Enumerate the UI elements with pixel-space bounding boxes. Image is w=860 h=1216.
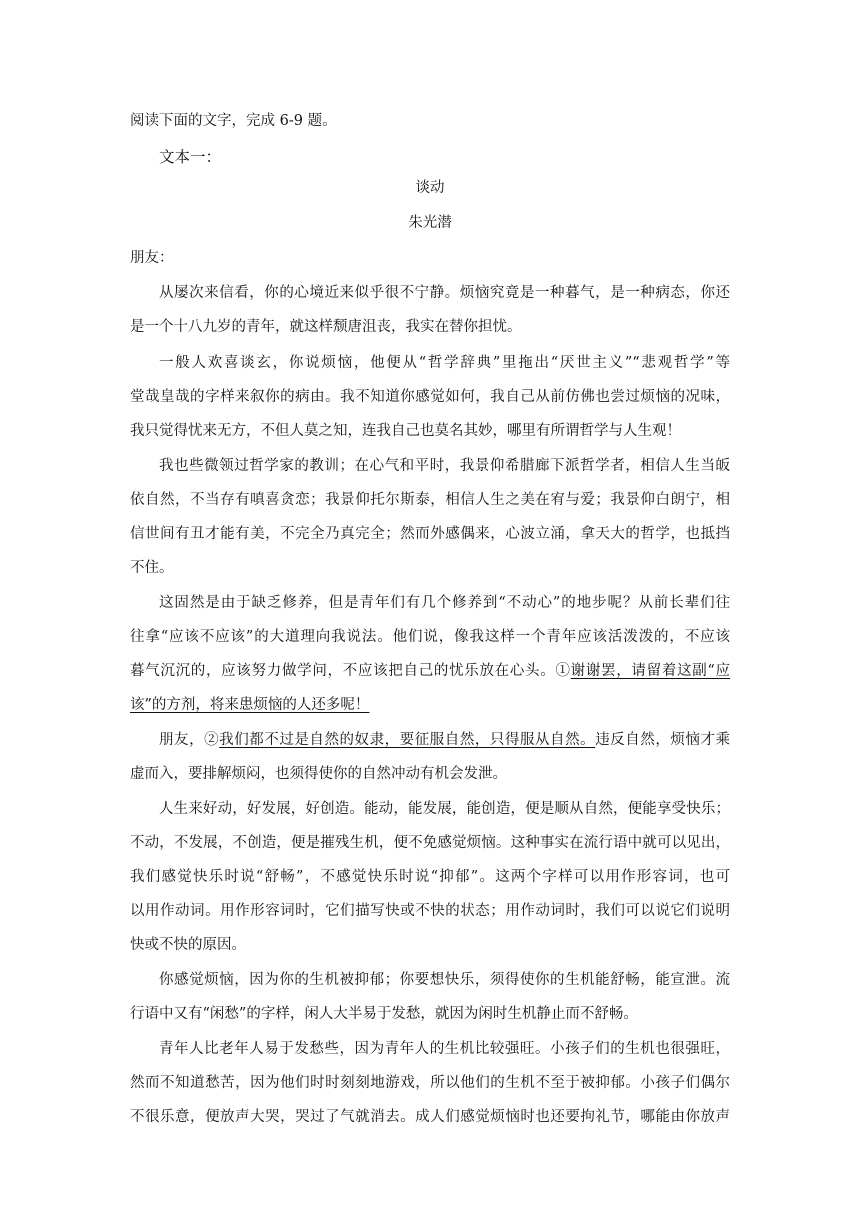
- paragraph-text: 暮气沉沉的，应该努力做学问，不应该把自己的忧乐放在心头。: [130, 663, 556, 679]
- paragraph-line: 不住。: [130, 560, 174, 576]
- paragraph-line: 行语中又有“闲愁”的字样，闲人大半易于发愁，就因为闲时生机静止而不舒畅。: [130, 1006, 638, 1022]
- paragraph-line: 以用作动词。用作形容词时，它们描写快或不快的状态；用作动词时，我们可以说它们说明: [130, 903, 730, 919]
- article-title: 谈动: [415, 180, 445, 196]
- paragraph-line: 堂哉皇哉的字样来叙你的病由。我不知道你感觉如何，我自己从前仿佛也尝过烦恼的况味，: [130, 389, 730, 405]
- paragraph-line: 我也些微领过哲学家的教训；在心气和平时，我景仰希腊廊下派哲学者，相信人生当皈: [159, 458, 730, 474]
- paragraph-line: 然而不知道愁苦，因为他们时时刻刻地游戏，所以他们的生机不至于被抑郁。小孩子们偶尔: [130, 1075, 730, 1091]
- instruction: 阅读下面的文字，完成 6-9 题。: [130, 113, 337, 129]
- underlined-sentence-1: 谢谢罢，请留着这副“应: [570, 663, 731, 679]
- paragraph-line: 虚而入，要排解烦闷，也须得使你的自然冲动有机会发泄。: [130, 766, 507, 782]
- author: 朱光潜: [408, 215, 452, 231]
- paragraph-line: 青年人比老年人易于发愁些，因为青年人的生机比较强旺。小孩子们的生机也很强旺，: [159, 1041, 730, 1057]
- paragraph-line: 一般人欢喜谈玄，你说烦恼，他便从“哲学辞典”里拖出“厌世主义”“悲观哲学”等: [159, 355, 730, 371]
- paragraph-line: 你感觉烦恼，因为你的生机被抑郁；你要想快乐，须得使你的生机能舒畅，能宣泄。流: [159, 972, 730, 988]
- marker-2: ②: [204, 732, 220, 748]
- paragraph-line: 人生来好动，好发展，好创造。能动，能发展，能创造，便是顺从自然，便能享受快乐；: [159, 801, 730, 817]
- underlined-sentence-1-cont: 该”的方剂，将来患烦恼的人还多呢！: [130, 697, 370, 713]
- paragraph-line: 不动，不发展，不创造，便是摧残生机，便不免感觉烦恼。这种事实在流行语中就可以见出，: [130, 835, 730, 851]
- paragraph-line: 依自然，不当存有嗔喜贪恋；我景仰托尔斯泰，相信人生之美在宥与爱；我景仰白朗宁，相: [130, 492, 730, 508]
- text-label: 文本一：: [159, 148, 222, 166]
- salutation: 朋友：: [130, 250, 174, 266]
- paragraph-line: 我只觉得忧来无方，不但人莫之知，连我自己也莫名其妙，哪里有所谓哲学与人生观！: [130, 423, 681, 439]
- paragraph-line: [159, 730, 730, 750]
- marker-1: ①: [555, 663, 571, 679]
- paragraph-line: [130, 661, 730, 681]
- paragraph-line: 我们感觉快乐时说“舒畅”，不感觉快乐时说“抑郁”。这两个字样可以用作形容词，也可: [130, 869, 730, 885]
- paragraph-line: 不很乐意，便放声大哭，哭过了气就消去。成人们感觉烦恼时也还要拘礼节，哪能由你放声: [130, 1109, 730, 1125]
- paragraph-line: 快或不快的原因。: [130, 937, 246, 953]
- underlined-sentence-2: 我们都不过是自然的奴隶，要征服自然，只得服从自然。: [219, 732, 596, 748]
- paragraph-text: 违反自然，烦恼才乘: [595, 732, 731, 748]
- paragraph-line: 信世间有丑才能有美，不完全乃真完全；然而外感偶来，心波立涌，拿天大的哲学，也抵挡: [130, 526, 730, 542]
- paragraph-line: 是一个十八九岁的青年，就这样颓唐沮丧，我实在替你担忧。: [130, 319, 522, 335]
- paragraph-line: 从屡次来信看，你的心境近来似乎很不宁静。烦恼究竟是一种暮气，是一种病态，你还: [159, 285, 730, 301]
- paragraph-text: 朋友，: [159, 732, 205, 748]
- paragraph-line: 这固然是由于缺乏修养，但是青年们有几个修养到“不动心”的地步呢？从前长辈们往: [159, 595, 730, 611]
- paragraph-line: 往拿“应该不应该”的大道理向我说法。他们说，像我这样一个青年应该活泼泼的，不应该: [130, 629, 730, 645]
